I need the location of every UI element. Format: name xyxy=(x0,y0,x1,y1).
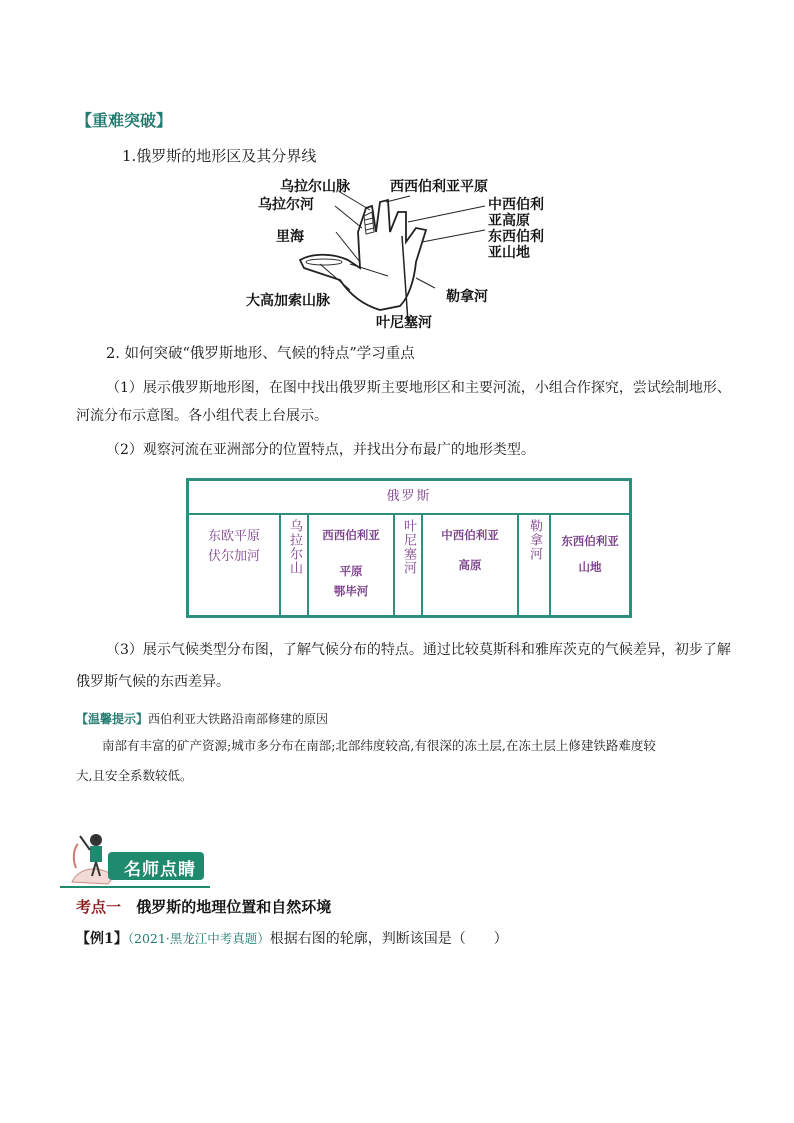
map-col2: 乌拉尔山 xyxy=(287,519,302,575)
example-line xyxy=(76,928,508,948)
example-source: （2021·黑龙江中考真题） xyxy=(127,931,270,946)
map-col5-line1: 中西伯利亚 xyxy=(441,528,499,542)
map-col6: 勒拿河 xyxy=(527,519,542,561)
label-yenisei: 叶尼塞河 xyxy=(376,315,432,331)
kaodian-heading xyxy=(76,896,331,917)
map-col5-line2: 高原 xyxy=(458,558,482,572)
banner-underline xyxy=(60,886,210,888)
tip-body-line2: 大,且安全系数较低。 xyxy=(76,768,193,783)
example-label: 【例1】 xyxy=(76,931,128,947)
label-ural-river: 乌拉尔河 xyxy=(258,197,314,213)
section-heading: 【重难突破】 xyxy=(76,111,173,130)
label-caucasus: 大高加索山脉 xyxy=(246,293,330,309)
kaodian-title: 俄罗斯的地理位置和自然环境 xyxy=(136,898,332,916)
map-header: 俄罗斯 xyxy=(189,481,629,515)
kaodian-label: 考点一 xyxy=(76,898,122,916)
label-west-siberian-plain: 西西伯利亚平原 xyxy=(390,179,488,195)
item1-title: 1.俄罗斯的地形区及其分界线 xyxy=(122,147,317,165)
tip-heading xyxy=(76,708,328,727)
map-col3-line1: 西西伯利亚 xyxy=(322,528,380,542)
item2-p2: （2）观察河流在亚洲部分的位置特点，并找出分布最广的地形类型。 xyxy=(106,442,535,458)
tip-body-line1: 南部有丰富的矿产资源;城市多分布在南部;北部纬度较高,有很深的冻土层,在冻土层上修建铁路难度较 xyxy=(102,738,656,753)
label-central-siberian-1: 中西伯利 xyxy=(488,197,544,213)
russia-schematic-map xyxy=(186,478,632,618)
map-col3-line3: 鄂毕河 xyxy=(333,584,369,598)
item3-line2: 俄罗斯气候的东西差异。 xyxy=(76,674,230,690)
item2-p1-line2: 河流分布示意图。各小组代表上台展示。 xyxy=(76,408,328,424)
example-text: 根据右图的轮廓，判断该国是（ ） xyxy=(269,931,508,947)
tip-title: 西伯利亚大铁路沿南部修建的原因 xyxy=(148,712,329,726)
map-col1-line1: 东欧平原 xyxy=(207,529,260,544)
map-col3-line2: 平原 xyxy=(339,564,363,578)
label-caspian-sea: 里海 xyxy=(276,229,304,245)
map-col4: 叶尼塞河 xyxy=(401,519,416,575)
map-col-east-siberian xyxy=(551,513,629,615)
map-col-west-siberian xyxy=(309,513,395,615)
tip-label: 【温馨提示】 xyxy=(76,712,149,726)
label-lena-river: 勒拿河 xyxy=(446,289,488,305)
item2-title: 2. 如何突破“俄罗斯地形、气候的特点”学习重点 xyxy=(106,346,415,362)
map-col-yenisei xyxy=(395,513,423,615)
map-col-central-siberian xyxy=(423,513,519,615)
map-col7-line1: 东西伯利亚 xyxy=(561,534,619,548)
item2-p1-line1: （1）展示俄罗斯地形图，在图中找出俄罗斯主要地形区和主要河流，小组合作探究，尝试绘制地形、 xyxy=(106,380,731,396)
map-col-lena xyxy=(519,513,551,615)
map-col-east-european xyxy=(189,513,281,615)
item3-line1: （3）展示气候类型分布图，了解气候分布的特点。通过比较莫斯科和雅库茨克的气候差异，初步了解 xyxy=(106,642,731,658)
label-east-siberian-2: 亚山地 xyxy=(488,245,530,261)
label-central-siberian-2: 亚高原 xyxy=(488,213,530,229)
map-col7-line2: 山地 xyxy=(578,560,602,574)
map-col1-line2: 伏尔加河 xyxy=(207,549,260,564)
label-ural-mountains: 乌拉尔山脉 xyxy=(280,179,350,195)
label-east-siberian-1: 东西伯利 xyxy=(488,229,544,245)
section-banner-text: 名师点睛 xyxy=(124,860,196,880)
map-col-ural xyxy=(281,513,309,615)
